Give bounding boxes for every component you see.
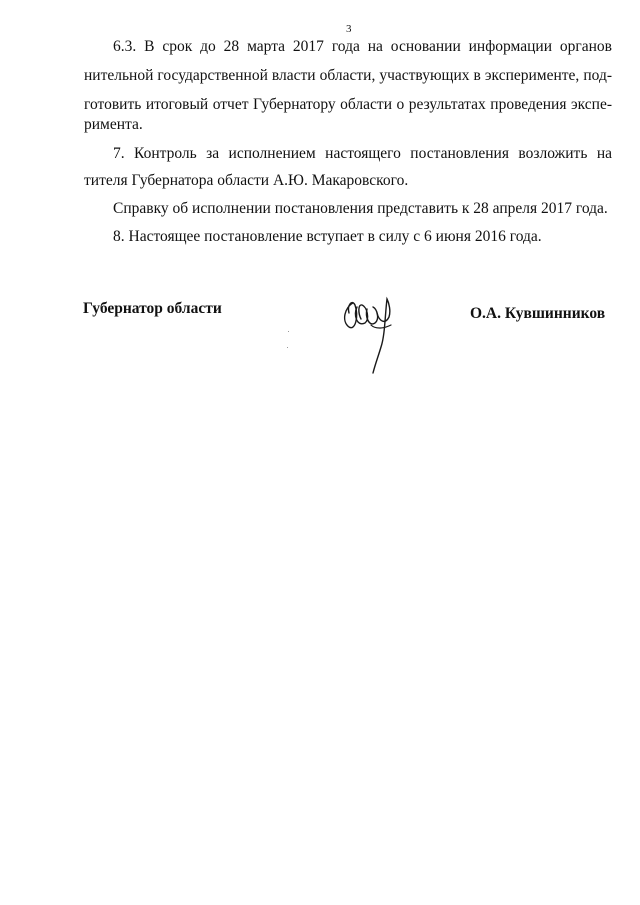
paragraph-line: 6.3. В срок до 28 марта 2017 года на основании информации органов [113, 38, 612, 55]
paragraph-line: 7. Контроль за исполнением настоящего постановления возложить на [113, 145, 612, 162]
signatory-title: Губернатор области [83, 300, 222, 317]
paragraph-line: нительной государственной власти области, участвующих в эксперименте, под- [84, 67, 612, 84]
page-number: 3 [346, 23, 352, 35]
scan-speck [287, 347, 288, 348]
signatory-name: О.А. Кувшинников [470, 305, 606, 322]
paragraph-line: 8. Настоящее постановление вступает в силу с 6 июня 2016 года. [113, 228, 542, 245]
handwritten-signature [335, 285, 405, 377]
paragraph-line: Справку об исполнении постановления представить к 28 апреля 2017 года. [113, 200, 608, 217]
paragraph-line: римента. [84, 116, 143, 133]
paragraph-line: готовить итоговый отчет Губернатору области о результатах проведения экспе- [84, 96, 612, 113]
paragraph-line: тителя Губернатора области А.Ю. Макаровского. [84, 172, 409, 189]
scan-speck [288, 331, 289, 332]
